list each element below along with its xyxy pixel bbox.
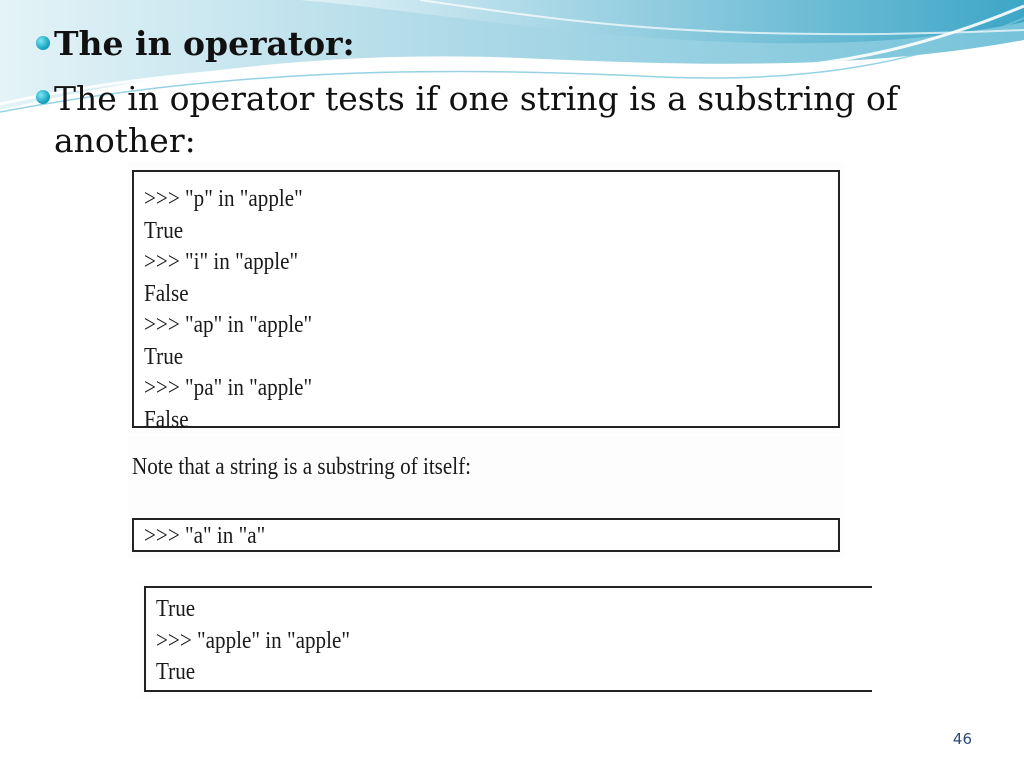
code-box-2	[132, 518, 840, 552]
code-line: True	[144, 343, 184, 370]
code-box-1	[132, 170, 840, 433]
bullet-heading	[36, 24, 355, 63]
code-line: >>> "a" in "a"	[144, 523, 266, 549]
code-line: >>> "apple" in "apple"	[156, 627, 350, 654]
heading-text: The in operator:	[54, 24, 355, 63]
code-box-3	[144, 586, 872, 692]
teal-sphere-bullet-icon	[36, 36, 50, 50]
page-number: 46	[952, 730, 972, 748]
code-line: >>> "p" in "apple"	[144, 186, 303, 212]
code-screenshot-2	[128, 436, 844, 558]
code-line: True	[156, 659, 196, 685]
bullet-description	[36, 78, 966, 162]
code-line: >>> "ap" in "apple"	[144, 312, 313, 338]
teal-sphere-bullet-icon	[36, 90, 50, 104]
description-text: The in operator tests if one string is a substring of another:	[54, 79, 899, 160]
note-text: Note that a string is a substring of itself:	[132, 454, 472, 480]
code-line: False	[144, 280, 189, 307]
code-line: True	[144, 217, 184, 244]
code-screenshot-1	[128, 162, 844, 434]
code-line: >>> "i" in "apple"	[144, 249, 299, 275]
code-line: >>> "pa" in "apple"	[144, 375, 313, 401]
code-screenshot-3	[140, 582, 872, 698]
code-line: True	[156, 596, 196, 622]
code-line: False	[144, 406, 189, 433]
